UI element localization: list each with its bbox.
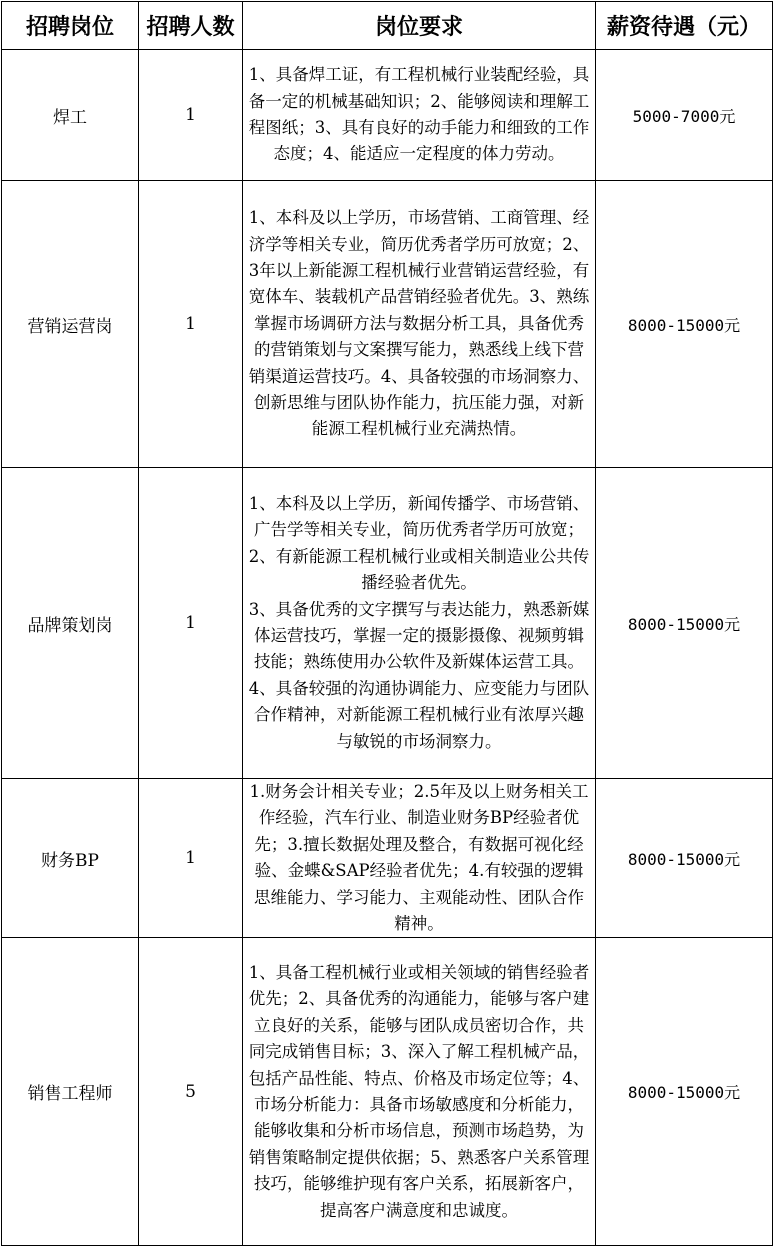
salary-cell: 5000-7000元 bbox=[596, 50, 773, 181]
header-position: 招聘岗位 bbox=[2, 2, 139, 50]
table-row bbox=[2, 779, 773, 938]
requirement-text: 1、具备工程机械行业或相关领域的销售经验者优先；2、具备优秀的沟通能力，能够与客户建立良好的关系，能够与团队成员密切合作，共同完成销售目标；3、深入了解工程机械产品，包括产品性能、特点、价格及市场定位等；4、市场分析能力：具备市场敏感度和分析能力，能够收集和分析市场信息，预测市场趋势，为销售策略制定提供依据；5、熟悉客户关系管理技巧，能够维护现有客户关系，拓展新客户，提高客户满意度和忠诚度。 bbox=[248, 962, 590, 1220]
requirement-text: 3、具备优秀的文字撰写与表达能力，熟悉新媒体运营技巧，掌握一定的摄影摄像、视频剪辑技能；熟练使用办公软件及新媒体运营工具。 bbox=[248, 599, 590, 672]
requirements-cell bbox=[243, 181, 596, 468]
salary-cell: 8000-15000元 bbox=[596, 938, 773, 1246]
header-requirements: 岗位要求 bbox=[243, 2, 596, 50]
recruitment-table bbox=[1, 1, 773, 1246]
count-cell: 1 bbox=[139, 468, 243, 779]
requirement-text: 1、具备焊工证，有工程机械行业装配经验，具备一定的机械基础知识；2、能够阅读和理解工程图纸；3、具有良好的动手能力和细致的工作态度；4、能适应一定程度的体力劳动。 bbox=[248, 65, 590, 164]
salary-cell: 8000-15000元 bbox=[596, 468, 773, 779]
requirement-text: 2、有新能源工程机械行业或相关制造业公共传播经验者优先。 bbox=[248, 546, 590, 593]
requirement-text: 4、具备较强的沟通协调能力、应变能力与团队合作精神，对新能源工程机械行业有浓厚兴趣与敏锐的市场洞察力。 bbox=[248, 678, 590, 751]
count-cell: 1 bbox=[139, 50, 243, 181]
header-row bbox=[2, 2, 773, 50]
salary-cell: 8000-15000元 bbox=[596, 181, 773, 468]
requirements-cell bbox=[243, 938, 596, 1246]
count-cell: 1 bbox=[139, 779, 243, 938]
position-cell: 销售工程师 bbox=[2, 938, 139, 1246]
table-row bbox=[2, 181, 773, 468]
position-cell: 营销运营岗 bbox=[2, 181, 139, 468]
header-count: 招聘人数 bbox=[139, 2, 243, 50]
position-cell: 品牌策划岗 bbox=[2, 468, 139, 779]
salary-cell: 8000-15000元 bbox=[596, 779, 773, 938]
table-row bbox=[2, 938, 773, 1246]
requirement-text: 1.财务会计相关专业；2.5年及以上财务相关工作经验，汽车行业、制造业财务BP经验者优先；3.擅长数据处理及整合，有数据可视化经验、金蝶&SAP经验者优先；4.有较强的逻辑思维能力、学习能力、主观能动性、团队合作精神。 bbox=[249, 782, 589, 934]
requirements-cell bbox=[243, 468, 596, 779]
position-cell: 焊工 bbox=[2, 50, 139, 181]
header-salary: 薪资待遇（元） bbox=[596, 2, 773, 50]
requirement-text: 1、本科及以上学历，市场营销、工商管理、经济学等相关专业，简历优秀者学历可放宽；2、3年以上新能源工程机械行业营销运营经验，有宽体车、装载机产品营销经验者优先。3、熟练掌握市场调研方法与数据分析工具，具备优秀的营销策划与文案撰写能力，熟悉线上线下营销渠道运营技巧。4、具备较强的市场洞察力、创新思维与团队协作能力，抗压能力强，对新能源工程机械行业充满热情。 bbox=[248, 208, 590, 439]
table-row bbox=[2, 468, 773, 779]
table-row bbox=[2, 50, 773, 181]
position-cell: 财务BP bbox=[2, 779, 139, 938]
requirements-cell bbox=[243, 50, 596, 181]
count-cell: 1 bbox=[139, 181, 243, 468]
requirements-cell bbox=[243, 779, 596, 938]
requirement-text: 1、本科及以上学历，新闻传播学、市场营销、广告学等相关专业，简历优秀者学历可放宽； bbox=[248, 493, 590, 540]
count-cell: 5 bbox=[139, 938, 243, 1246]
